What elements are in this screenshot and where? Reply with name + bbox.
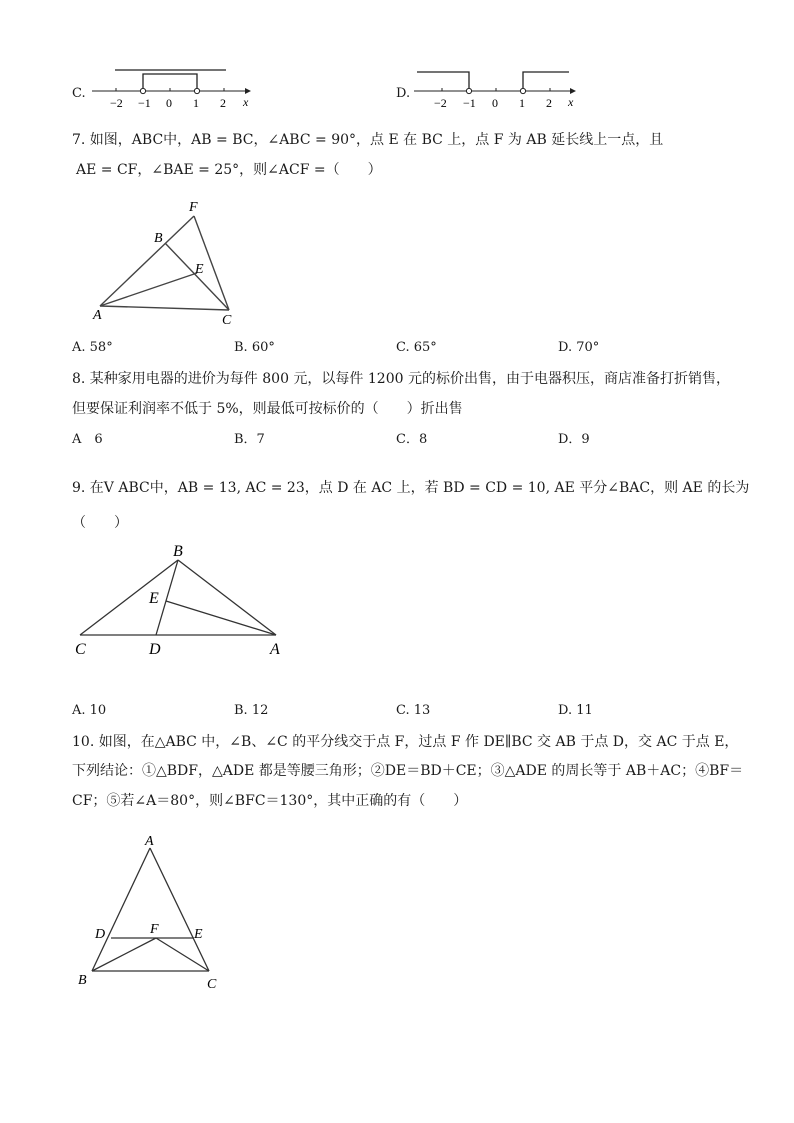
q7-figure xyxy=(88,198,248,330)
point-label-a: A xyxy=(270,641,280,658)
axis-var: x xyxy=(568,95,574,109)
tick-label: −2 xyxy=(110,96,123,110)
point-label-a: A xyxy=(145,834,154,849)
q8-option-a[interactable]: A 6 xyxy=(72,432,103,447)
point-label-b: B xyxy=(154,231,163,246)
q6-option-c-number-line xyxy=(90,62,260,112)
tick-label: 2 xyxy=(220,96,226,110)
q10-figure xyxy=(74,830,234,998)
point-label-e: E xyxy=(194,927,203,942)
point-label-f: F xyxy=(189,200,198,215)
q6-option-c-label[interactable]: C. xyxy=(72,86,86,101)
q10-stem-line2: 下列结论：①△BDF，△ADE 都是等腰三角形；②DE＝BD＋CE；③△ADE 的周长等于 AB＋AC；④BF＝ xyxy=(72,763,744,779)
point-label-b: B xyxy=(78,973,87,988)
tick-label: −1 xyxy=(138,96,151,110)
q6-option-d-number-line xyxy=(412,62,584,112)
q8-option-c[interactable]: C．8 xyxy=(396,432,428,447)
q9-option-b[interactable]: B. 12 xyxy=(234,703,269,718)
q7-option-c[interactable]: C. 65° xyxy=(396,340,437,355)
tick-label: −2 xyxy=(434,96,447,110)
tick-label: 1 xyxy=(519,96,525,110)
point-label-d: D xyxy=(149,641,161,658)
point-label-e: E xyxy=(195,262,204,277)
q6-option-d-label[interactable]: D. xyxy=(396,86,411,101)
q9-stem-line1: 9. 在V ABC中，AB = 13, AC = 23，点 D 在 AC 上，若 BD = CD = 10, AE 平分∠BAC，则 AE 的长为 xyxy=(72,480,750,496)
point-label-a: A xyxy=(93,308,102,323)
axis-var: x xyxy=(243,95,249,109)
tick-label: 0 xyxy=(166,96,172,110)
point-label-d: D xyxy=(95,927,106,942)
q7-stem-line2: AE = CF，∠BAE = 25°，则∠ACF =（ ） xyxy=(76,162,382,178)
q9-stem-line2: （ ） xyxy=(72,515,128,531)
tick-label: −1 xyxy=(463,96,476,110)
point-label-e: E xyxy=(149,590,159,607)
q8-option-d[interactable]: D．9 xyxy=(558,432,590,447)
point-label-c: C xyxy=(222,313,232,328)
q7-option-b[interactable]: B. 60° xyxy=(234,340,275,355)
point-label-f: F xyxy=(150,922,159,937)
q9-figure xyxy=(70,540,290,662)
q7-stem-line1: 7. 如图，ABC中，AB = BC，∠ABC = 90°，点 E 在 BC 上，点 F 为 AB 延长线上一点，且 xyxy=(72,132,664,148)
q9-option-d[interactable]: D. 11 xyxy=(558,703,593,718)
q10-stem-line3: CF；⑤若∠A＝80°，则∠BFC＝130°，其中正确的有（ ） xyxy=(72,793,468,809)
q7-option-a[interactable]: A. 58° xyxy=(72,340,113,355)
point-label-b: B xyxy=(173,543,183,560)
q8-stem-line2: 但要保证利润率不低于 5%，则最低可按标价的（ ）折出售 xyxy=(72,401,463,417)
q8-option-b[interactable]: B．7 xyxy=(234,432,265,447)
point-label-c: C xyxy=(207,977,217,992)
tick-label: 2 xyxy=(546,96,552,110)
q9-option-c[interactable]: C. 13 xyxy=(396,703,431,718)
point-label-c: C xyxy=(75,641,86,658)
q10-stem-line1: 10. 如图，在△ABC 中，∠B、∠C 的平分线交于点 F，过点 F 作 DE∥BC 交 AB 于点 D，交 AC 于点 E， xyxy=(72,734,739,750)
tick-label: 1 xyxy=(193,96,199,110)
tick-label: 0 xyxy=(492,96,498,110)
q8-stem-line1: 8. 某种家用电器的进价为每件 800 元，以每件 1200 元的标价出售，由于电器积压，商店准备打折销售， xyxy=(72,371,730,387)
q9-option-a[interactable]: A. 10 xyxy=(72,703,107,718)
q7-option-d[interactable]: D. 70° xyxy=(558,340,600,355)
